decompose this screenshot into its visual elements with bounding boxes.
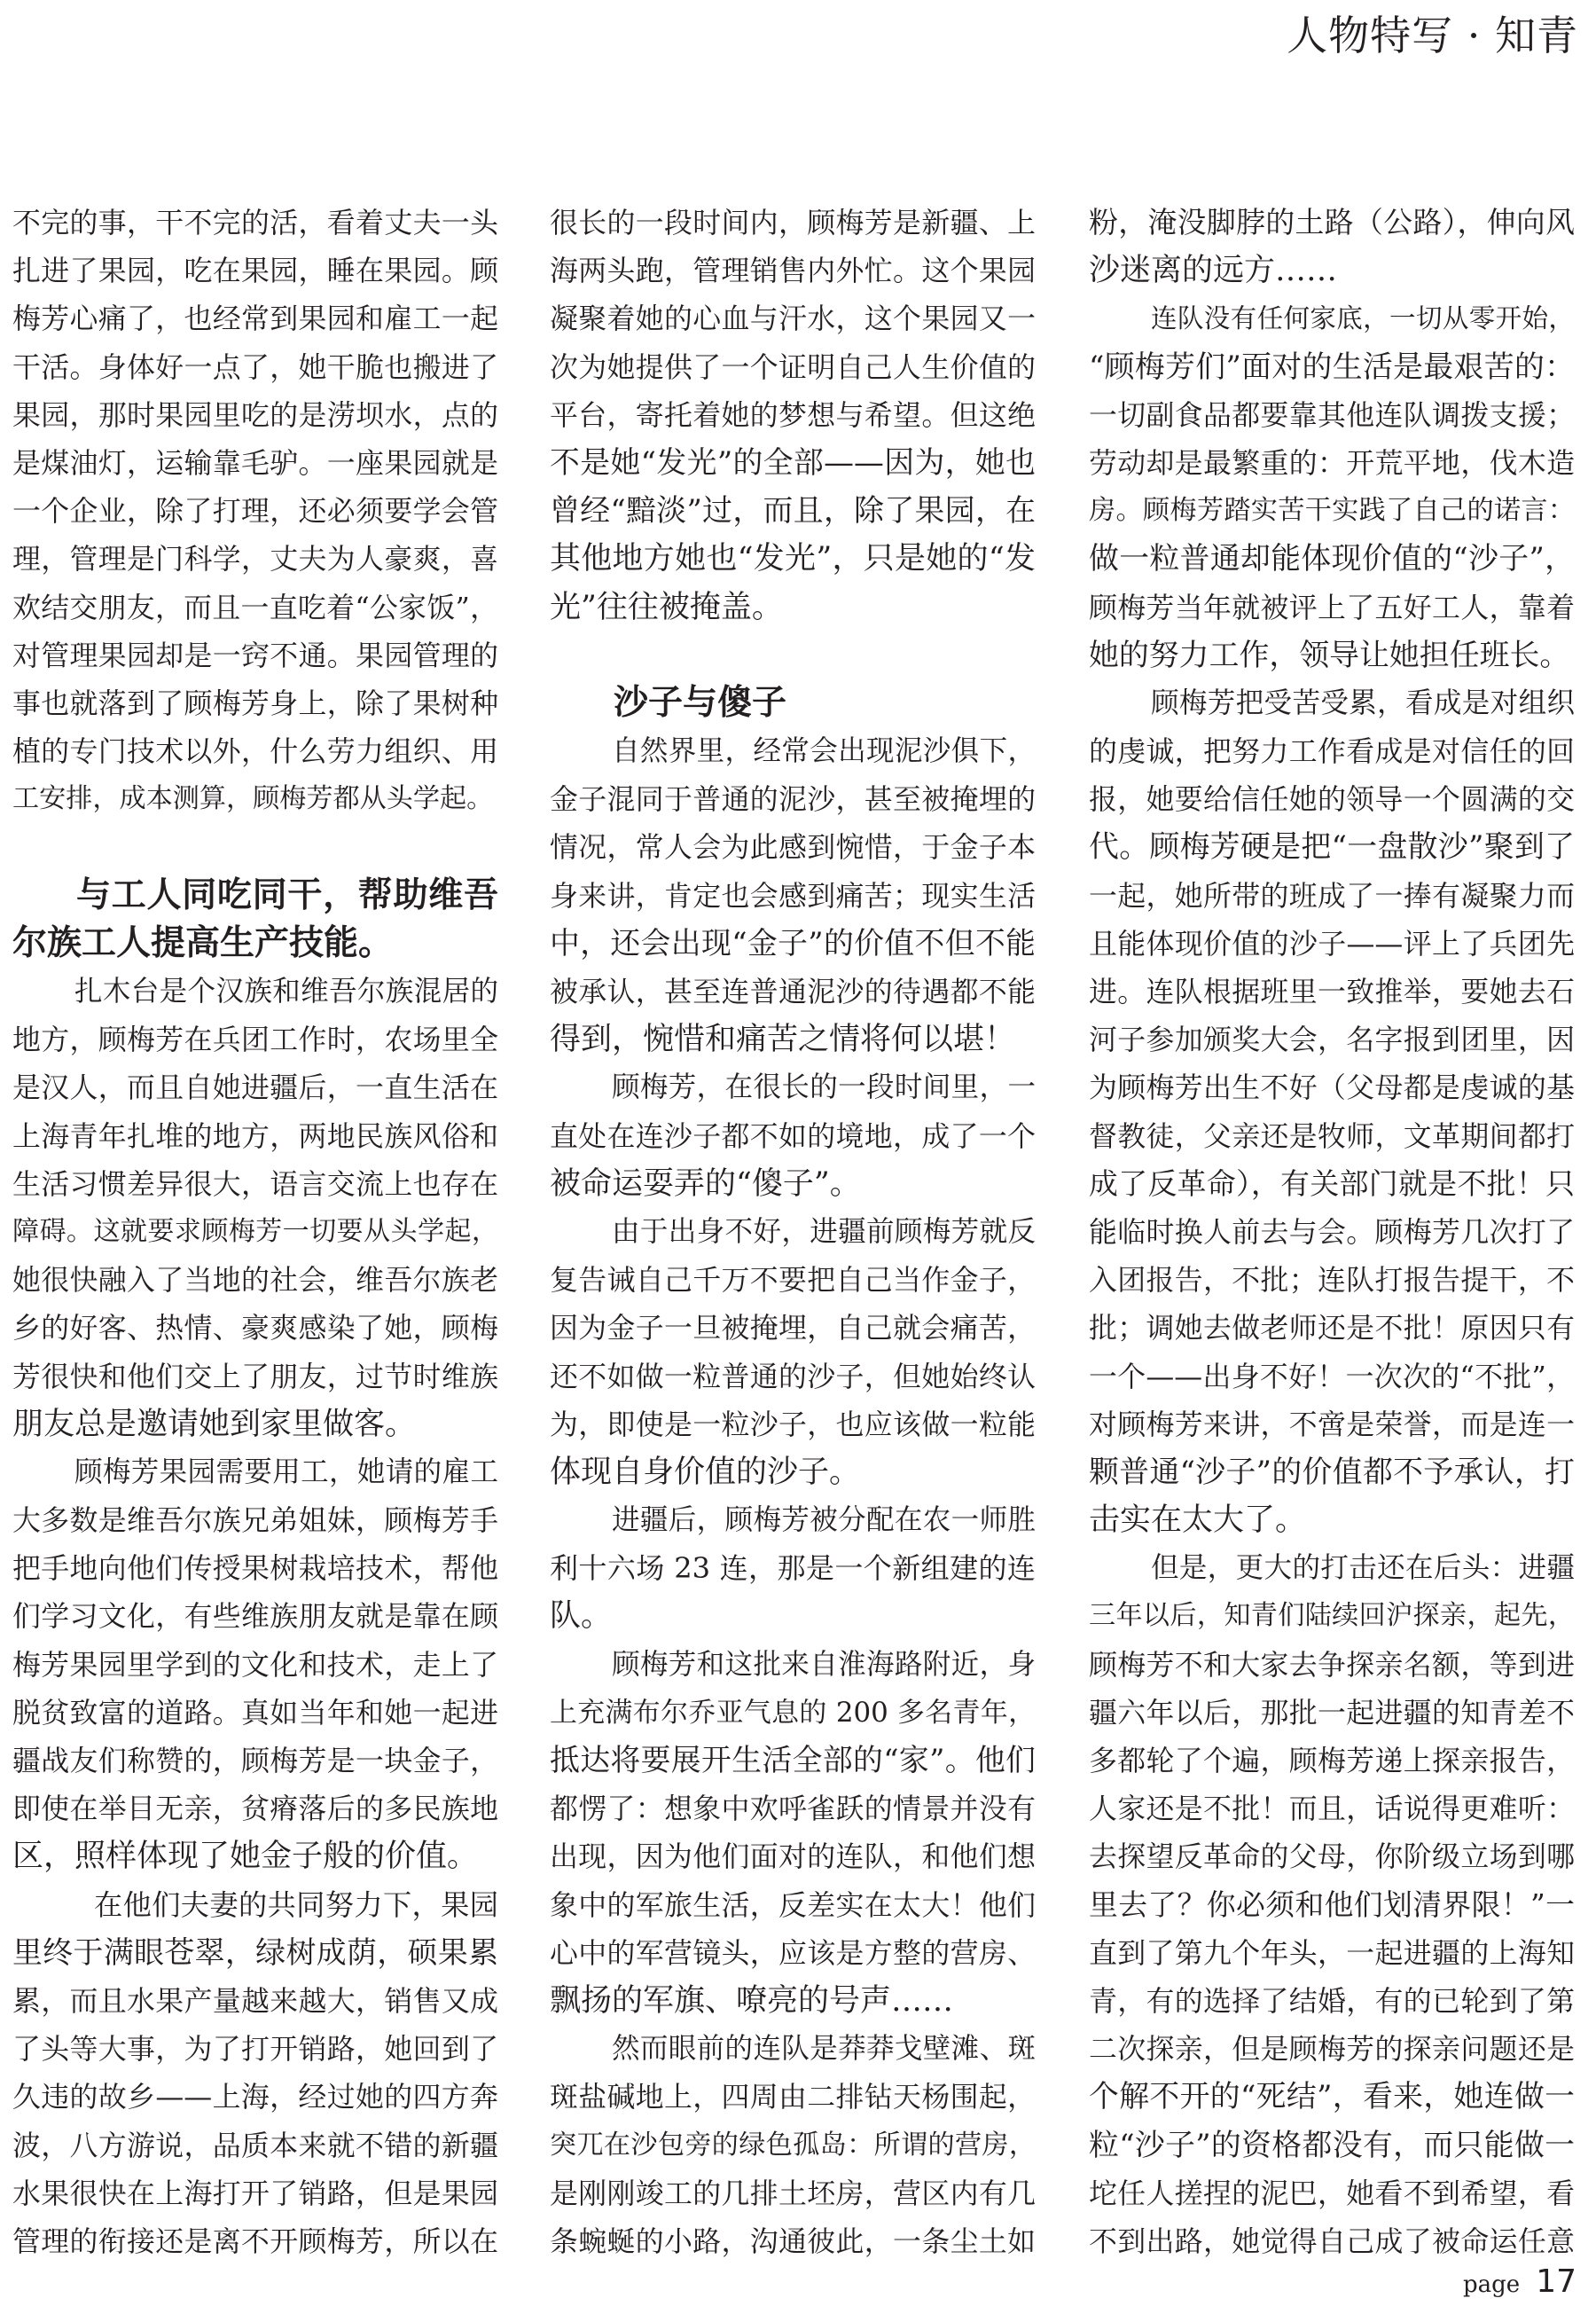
text-line: 疆战友们称赞的，顾梅芳是一块金子， xyxy=(12,1744,498,1777)
text-line: 金子混同于普通的泥沙，甚至被掩埋的 xyxy=(550,782,1036,817)
text-line: 顾梅芳和这批来自淮海路附近，身 xyxy=(612,1648,1036,1681)
text-line: 光”往往被掩盖。 xyxy=(550,589,783,625)
section-spacer xyxy=(12,823,498,871)
text-line: 抵达将要展开生活全部的“家”。他们 xyxy=(550,1743,1036,1777)
text-line: 个解不开的“死结”，看来，她连做一 xyxy=(1089,2079,1575,2114)
page-number: 17 xyxy=(1536,2263,1576,2300)
text-line: 去探望反革命的父母，你阶级立场到哪 xyxy=(1089,1839,1575,1874)
text-line: 二次探亲，但是顾梅芳的探亲问题还是 xyxy=(1089,2032,1575,2067)
text-line: 是刚刚竣工的几排土坯房，营区内有几 xyxy=(550,2176,1036,2210)
text-line: 波，八方游说，品质本来就不错的新疆 xyxy=(12,2128,498,2162)
text-line: 斑盐碱地上，四周由二排钻天杨围起， xyxy=(550,2080,1036,2114)
text-line: 为顾梅芳出生不好（父母都是虔诚的基 xyxy=(1089,1071,1575,1105)
text-line: 多都轮了个遍，顾梅芳递上探亲报告， xyxy=(1089,1744,1575,1777)
text-line: 朋友总是邀请她到家里做客。 xyxy=(12,1406,417,1442)
text-line: 了头等大事，为了打开销路，她回到了 xyxy=(12,2032,498,2067)
text-line: 自然界里，经常会出现泥沙俱下， xyxy=(612,735,1036,768)
text-line: 在他们夫妻的共同努力下，果园 xyxy=(94,1887,498,1922)
text-line: 不是她“发光”的全部——因为，她也 xyxy=(550,444,1036,480)
text-line: 粉，淹没脚脖的土路（公路），伸向风 xyxy=(1089,205,1575,239)
text-line: 但是，更大的打击还在后头：进疆 xyxy=(1151,1552,1575,1585)
text-line: 还不如做一粒普通的沙子，但她始终认 xyxy=(550,1359,1036,1393)
text-line: 里去了？你必须和他们划清界限！”一 xyxy=(1089,1887,1575,1922)
text-line: 海两头跑，管理销售内外忙。这个果园 xyxy=(550,254,1036,288)
text-line: 疆六年以后，那批一起进疆的知青差不 xyxy=(1089,1695,1575,1730)
text-line: 扎进了果园，吃在果园，睡在果园。顾 xyxy=(12,254,498,288)
text-line: 梅芳心痛了，也经常到果园和雇工一起 xyxy=(12,302,498,336)
text-line: 干活。身体好一点了，她干脆也搬进了 xyxy=(12,349,498,384)
text-line: 都愣了：想象中欢呼雀跃的情景并没有 xyxy=(550,1792,1036,1826)
text-line: 里终于满眼苍翠，绿树成荫，硕果累 xyxy=(12,1934,498,1970)
text-line: 进。连队根据班里一致推举，要她去石 xyxy=(1089,975,1575,1008)
text-line: 久违的故乡——上海，经过她的四方奔 xyxy=(12,2080,498,2114)
text-line: 击实在太大了。 xyxy=(1089,1502,1307,1539)
text-line: 劳动却是最繁重的：开荒平地，伐木造 xyxy=(1089,445,1575,480)
text-line: 由于出身不好，进疆前顾梅芳就反 xyxy=(612,1215,1036,1248)
text-line: 直到了第九个年头，一起进疆的上海知 xyxy=(1089,1935,1575,1970)
text-line: 的虔诚，把努力工作看成是对信任的回 xyxy=(1089,734,1575,769)
text-line: 一个企业，除了打理，还必须要学会管 xyxy=(12,494,498,529)
text-line: 被承认，甚至连普通泥沙的待遇都不能 xyxy=(550,975,1036,1008)
text-line: 顾梅芳果园需要用工，她请的雇工 xyxy=(74,1455,498,1488)
text-line: 地方，顾梅芳在兵团工作时，农场里全 xyxy=(12,1023,498,1057)
text-line: 报，她要给信任她的领导一个圆满的交 xyxy=(1089,782,1575,817)
text-line: 利十六场 23 连，那是一个新组建的连 xyxy=(550,1551,1036,1586)
text-line: 进疆后，顾梅芳被分配在农一师胜 xyxy=(612,1504,1036,1537)
page-label: page xyxy=(1463,2271,1521,2298)
text-line: 果园，那时果园里吃的是涝坝水，点的 xyxy=(12,397,498,432)
text-line: 对管理果园却是一窍不通。果园管理的 xyxy=(12,638,498,672)
text-line: 粒“沙子”的资格都没有，而只能做一 xyxy=(1089,2127,1575,2162)
text-line: 脱贫致富的道路。真如当年和她一起进 xyxy=(12,1695,498,1730)
article-column-1 xyxy=(12,199,498,2265)
text-line: 沙迷离的远方…… xyxy=(1089,253,1338,289)
text-line: 队。 xyxy=(550,1598,613,1635)
text-line: 不完的事，干不完的活，看着丈夫一头 xyxy=(12,206,498,239)
text-line: 突兀在沙包旁的绿色孤岛：所谓的营房， xyxy=(550,2129,1036,2161)
section-heading: 与工人同吃同干，帮助维吾 xyxy=(76,875,498,915)
text-line: 梅芳果园里学到的文化和技术，走上了 xyxy=(12,1647,498,1682)
article-column-2 xyxy=(550,199,1036,2265)
section-heading: 尔族工人提高生产技能。 xyxy=(12,922,394,963)
section-header: 人物特写 · 知青 xyxy=(1287,12,1578,59)
text-line: 入团报告，不批；连队打报告提干，不 xyxy=(1089,1263,1575,1298)
text-line: 工安排，成本测算，顾梅芳都从头学起。 xyxy=(12,783,494,815)
text-line: 累，而且水果产量越来越大，销售又成 xyxy=(12,1983,498,2018)
text-line: 欢结交朋友，而且一直吃着“公家饭”， xyxy=(12,590,498,624)
text-line: 身来讲，肯定也会感到痛苦；现实生活 xyxy=(550,878,1036,913)
text-line: 事也就落到了顾梅芳身上，除了果树种 xyxy=(12,686,498,720)
text-line: 她很快融入了当地的社会，维吾尔族老 xyxy=(12,1263,498,1298)
text-line: 出现，因为他们面对的连队，和他们想 xyxy=(550,1839,1036,1874)
text-line: 飘扬的军旗、嘹亮的号声…… xyxy=(550,1982,954,2019)
text-line: 次为她提供了一个证明自己人生价值的 xyxy=(550,349,1036,384)
text-line: 乡的好客、热情、豪爽感染了她，顾梅 xyxy=(12,1311,498,1345)
text-line: 上海青年扎堆的地方，两地民族风俗和 xyxy=(12,1118,498,1153)
text-line: 心中的军营镜头，应该是方整的营房、 xyxy=(550,1935,1036,1970)
text-line: 顾梅芳，在很长的一段时间里，一 xyxy=(612,1071,1036,1104)
text-line: 连队没有任何家底，一切从零开始， xyxy=(1151,303,1575,334)
text-line: 代。顾梅芳硬是把“一盘散沙”聚到了 xyxy=(1089,829,1575,865)
text-line: 对顾梅芳来讲，不啻是荣誉，而是连一 xyxy=(1089,1407,1575,1441)
text-line: 把手地向他们传授果树栽培技术，帮他 xyxy=(12,1551,498,1586)
text-line: 曾经“黯淡”过，而且，除了果园，在 xyxy=(550,493,1036,529)
text-line: 督教徒，父亲还是牧师，文革期间都打 xyxy=(1089,1118,1575,1153)
text-line: “顾梅芳们”面对的生活是最艰苦的： xyxy=(1089,349,1575,384)
text-line: 其他地方她也“发光”，只是她的“发 xyxy=(550,541,1036,577)
text-line: 房。顾梅芳踏实苦干实践了自己的诺言： xyxy=(1089,495,1575,527)
text-line: 青，有的选择了结婚，有的已轮到了第 xyxy=(1089,1983,1575,2018)
article-column-3 xyxy=(1089,199,1575,2265)
text-line: 平台，寄托着她的梦想与希望。但这绝 xyxy=(550,397,1036,432)
text-line: 能临时换人前去与会。顾梅芳几次打了 xyxy=(1089,1214,1575,1249)
text-line: 们学习文化，有些维族朋友就是靠在顾 xyxy=(12,1599,498,1634)
text-line: 即使在举目无亲，贫瘠落后的多民族地 xyxy=(12,1792,498,1826)
text-line: 然而眼前的连队是莽莽戈壁滩、斑 xyxy=(612,2033,1036,2066)
text-line: 条蜿蜒的小路，沟通彼此，一条尘土如 xyxy=(550,2224,1036,2258)
text-line: 一起，她所带的班成了一捧有凝聚力而 xyxy=(1089,878,1575,913)
text-line: 且能体现价值的沙子——评上了兵团先 xyxy=(1089,926,1575,961)
text-line: 区，照样体现了她金子般的价值。 xyxy=(12,1839,479,1875)
text-line: 扎木台是个汉族和维吾尔族混居的 xyxy=(74,976,498,1008)
text-line: 上充满布尔乔亚气息的 200 多名青年， xyxy=(550,1696,1036,1729)
text-line: 不到出路，她觉得自己成了被命运任意 xyxy=(1089,2224,1575,2258)
text-line: 理，管理是门科学，丈夫为人豪爽，喜 xyxy=(12,542,498,577)
text-line: 管理的衔接还是离不开顾梅芳，所以在 xyxy=(12,2224,498,2258)
text-line: 直处在连沙子都不如的境地，成了一个 xyxy=(550,1118,1036,1153)
text-line: 顾梅芳不和大家去争探亲名额，等到进 xyxy=(1089,1647,1575,1682)
text-line: 成了反革命），有关部门就是不批！只 xyxy=(1089,1165,1575,1201)
text-line: 因为金子一旦被掩埋，自己就会痛苦， xyxy=(550,1311,1036,1345)
text-line: 为，即使是一粒沙子，也应该做一粒能 xyxy=(550,1407,1036,1441)
text-line: 复告诫自己千万不要把自己当作金子， xyxy=(550,1263,1036,1298)
text-line: 顾梅芳当年就被评上了五好工人，靠着 xyxy=(1089,590,1575,624)
text-line: 一切副食品都要靠其他连队调拨支援； xyxy=(1089,397,1575,432)
text-line: 是汉人，而且自她进疆后，一直生活在 xyxy=(12,1071,498,1105)
text-line: 河子参加颁奖大会，名字报到团里，因 xyxy=(1089,1023,1575,1057)
text-line: 一个——出身不好！一次次的“不批”， xyxy=(1089,1359,1575,1393)
text-line: 中，还会出现“金子”的价值不但不能 xyxy=(550,925,1036,961)
text-line: 做一粒普通却能体现价值的“沙子”， xyxy=(1089,541,1575,577)
text-line: 三年以后，知青们陆续回沪探亲，起先， xyxy=(1089,1600,1575,1632)
text-line: 她的努力工作，领导让她担任班长。 xyxy=(1089,637,1570,672)
text-line: 颗普通“沙子”的价值都不予承认，打 xyxy=(1089,1454,1575,1489)
text-line: 水果很快在上海打开了销路，但是果园 xyxy=(12,2176,498,2210)
text-line: 象中的军旅生活，反差实在太大！他们 xyxy=(550,1887,1036,1922)
section-heading: 沙子与傻子 xyxy=(614,682,787,723)
text-line: 批；调她去做老师还是不批！原因只有 xyxy=(1089,1311,1575,1345)
text-line: 生活习惯差异很大，语言交流上也存在 xyxy=(12,1166,498,1201)
text-line: 人家还是不批！而且，话说得更难听： xyxy=(1089,1792,1575,1826)
text-line: 很长的一段时间内，顾梅芳是新疆、上 xyxy=(550,206,1036,239)
text-line: 是煤油灯，运输靠毛驴。一座果园就是 xyxy=(12,445,498,480)
text-line: 体现自身价值的沙子。 xyxy=(550,1454,861,1490)
text-line: 植的专门技术以外，什么劳力组织、用 xyxy=(12,734,498,769)
text-line: 凝聚着她的心血与汗水，这个果园又一 xyxy=(550,302,1036,336)
text-line: 顾梅芳把受苦受累，看成是对组织 xyxy=(1151,686,1575,719)
page-footer xyxy=(1463,2263,1576,2300)
text-line: 得到，惋惜和痛苦之情将何以堪！ xyxy=(550,1022,1016,1058)
section-spacer xyxy=(550,631,1036,679)
text-line: 障碍。这就要求顾梅芳一切要从头学起， xyxy=(12,1215,498,1247)
text-line: 被命运耍弄的“傻子”。 xyxy=(550,1165,861,1202)
text-line: 坨任人搓捏的泥巴，她看不到希望，看 xyxy=(1089,2176,1575,2210)
text-line: 情况，常人会为此感到惋惜，于金子本 xyxy=(550,830,1036,865)
text-line: 芳很快和他们交上了朋友，过节时维族 xyxy=(12,1359,498,1393)
text-line: 大多数是维吾尔族兄弟姐妹，顾梅芳手 xyxy=(12,1503,498,1538)
